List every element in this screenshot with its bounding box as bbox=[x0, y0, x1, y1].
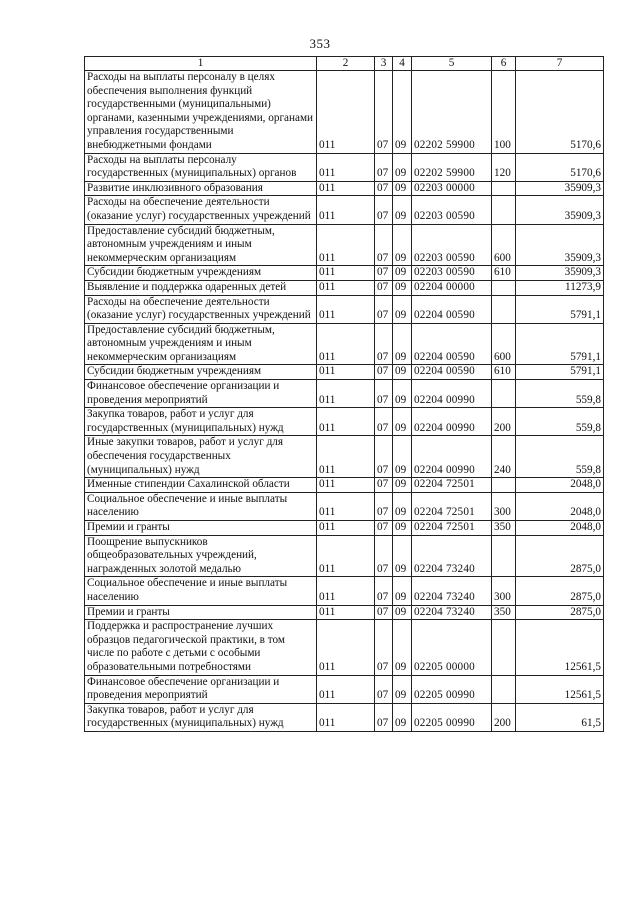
row-section-code: 07 bbox=[375, 620, 393, 675]
row-subsection-code: 09 bbox=[393, 71, 412, 154]
column-header: 1 bbox=[85, 57, 317, 71]
row-name: Закупка товаров, работ и услуг для государственных (муниципальных) нужд bbox=[85, 408, 317, 436]
row-ministry-code: 011 bbox=[317, 153, 375, 181]
row-section-code: 07 bbox=[375, 478, 393, 493]
column-header: 5 bbox=[412, 57, 492, 71]
row-amount: 2048,0 bbox=[516, 521, 604, 536]
row-ministry-code: 011 bbox=[317, 71, 375, 154]
row-amount: 2875,0 bbox=[516, 577, 604, 605]
row-amount: 12561,5 bbox=[516, 620, 604, 675]
column-header: 6 bbox=[492, 57, 516, 71]
row-name: Социальное обеспечение и иные выплаты населению bbox=[85, 577, 317, 605]
row-subsection-code: 09 bbox=[393, 295, 412, 323]
row-name: Поощрение выпускников общеобразовательных учреждений, награжденных золотой медалью bbox=[85, 535, 317, 577]
row-target-code: 02205 00990 bbox=[412, 703, 492, 731]
page-number: 353 bbox=[309, 36, 331, 51]
row-target-code: 02204 00590 bbox=[412, 365, 492, 380]
table-row bbox=[85, 266, 604, 281]
row-amount: 35909,3 bbox=[516, 181, 604, 196]
table-row bbox=[85, 492, 604, 520]
row-target-code: 02204 72501 bbox=[412, 478, 492, 493]
row-expense-type: 350 bbox=[492, 605, 516, 620]
row-name: Социальное обеспечение и иные выплаты населению bbox=[85, 492, 317, 520]
row-amount: 35909,3 bbox=[516, 266, 604, 281]
table-row bbox=[85, 280, 604, 295]
row-subsection-code: 09 bbox=[393, 620, 412, 675]
table-row bbox=[85, 295, 604, 323]
row-subsection-code: 09 bbox=[393, 266, 412, 281]
row-name: Предоставление субсидий бюджетным, автономным учреждениям и иным некоммерческим организациям bbox=[85, 323, 317, 365]
row-target-code: 02204 00590 bbox=[412, 323, 492, 365]
row-expense-type: 300 bbox=[492, 492, 516, 520]
row-target-code: 02205 00000 bbox=[412, 620, 492, 675]
row-name: Финансовое обеспечение организации и проведения мероприятий bbox=[85, 675, 317, 703]
row-amount: 11273,9 bbox=[516, 280, 604, 295]
row-name: Развитие инклюзивного образования bbox=[85, 181, 317, 196]
row-subsection-code: 09 bbox=[393, 196, 412, 224]
row-section-code: 07 bbox=[375, 577, 393, 605]
row-subsection-code: 09 bbox=[393, 153, 412, 181]
row-section-code: 07 bbox=[375, 295, 393, 323]
row-target-code: 02203 00590 bbox=[412, 266, 492, 281]
row-section-code: 07 bbox=[375, 521, 393, 536]
row-amount: 5791,1 bbox=[516, 323, 604, 365]
row-target-code: 02203 00590 bbox=[412, 196, 492, 224]
table-row bbox=[85, 323, 604, 365]
table-row bbox=[85, 620, 604, 675]
row-target-code: 02204 72501 bbox=[412, 492, 492, 520]
table-row bbox=[85, 365, 604, 380]
table-row bbox=[85, 436, 604, 478]
row-expense-type: 200 bbox=[492, 703, 516, 731]
row-amount: 2048,0 bbox=[516, 492, 604, 520]
row-section-code: 07 bbox=[375, 605, 393, 620]
row-ministry-code: 011 bbox=[317, 365, 375, 380]
row-name: Закупка товаров, работ и услуг для государственных (муниципальных) нужд bbox=[85, 703, 317, 731]
row-subsection-code: 09 bbox=[393, 577, 412, 605]
row-ministry-code: 011 bbox=[317, 535, 375, 577]
row-subsection-code: 09 bbox=[393, 280, 412, 295]
row-target-code: 02202 59900 bbox=[412, 153, 492, 181]
row-section-code: 07 bbox=[375, 408, 393, 436]
row-section-code: 07 bbox=[375, 436, 393, 478]
row-section-code: 07 bbox=[375, 71, 393, 154]
row-expense-type bbox=[492, 196, 516, 224]
row-amount: 2875,0 bbox=[516, 535, 604, 577]
row-target-code: 02204 73240 bbox=[412, 577, 492, 605]
row-section-code: 07 bbox=[375, 365, 393, 380]
row-expense-type bbox=[492, 295, 516, 323]
table-row bbox=[85, 408, 604, 436]
row-expense-type: 600 bbox=[492, 323, 516, 365]
row-target-code: 02204 00000 bbox=[412, 280, 492, 295]
row-ministry-code: 011 bbox=[317, 266, 375, 281]
table-row bbox=[85, 196, 604, 224]
row-subsection-code: 09 bbox=[393, 436, 412, 478]
row-subsection-code: 09 bbox=[393, 675, 412, 703]
row-target-code: 02203 00590 bbox=[412, 224, 492, 266]
table-row bbox=[85, 605, 604, 620]
row-amount: 5170,6 bbox=[516, 71, 604, 154]
row-name: Субсидии бюджетным учреждениям bbox=[85, 266, 317, 281]
row-name: Поддержка и распространение лучших образцов педагогической практики, в том числе по работе с детьми с особыми образовательными потребностями bbox=[85, 620, 317, 675]
row-amount: 35909,3 bbox=[516, 196, 604, 224]
row-section-code: 07 bbox=[375, 266, 393, 281]
row-subsection-code: 09 bbox=[393, 323, 412, 365]
row-expense-type: 200 bbox=[492, 408, 516, 436]
row-name: Расходы на выплаты персоналу государственных (муниципальных) органов bbox=[85, 153, 317, 181]
row-name: Предоставление субсидий бюджетным, автономным учреждениям и иным некоммерческим организациям bbox=[85, 224, 317, 266]
row-ministry-code: 011 bbox=[317, 295, 375, 323]
row-section-code: 07 bbox=[375, 492, 393, 520]
row-target-code: 02205 00990 bbox=[412, 675, 492, 703]
row-section-code: 07 bbox=[375, 535, 393, 577]
row-target-code: 02204 73240 bbox=[412, 605, 492, 620]
row-target-code: 02204 00990 bbox=[412, 380, 492, 408]
column-header: 3 bbox=[375, 57, 393, 71]
table-row bbox=[85, 153, 604, 181]
row-subsection-code: 09 bbox=[393, 703, 412, 731]
table-row bbox=[85, 535, 604, 577]
row-section-code: 07 bbox=[375, 380, 393, 408]
row-ministry-code: 011 bbox=[317, 605, 375, 620]
row-expense-type bbox=[492, 675, 516, 703]
row-expense-type bbox=[492, 478, 516, 493]
row-section-code: 07 bbox=[375, 196, 393, 224]
row-expense-type bbox=[492, 181, 516, 196]
row-name: Расходы на выплаты персоналу в целях обеспечения выполнения функций государственными (муниципальными) органами, казенными учреждениями, органами управления государственными внебюджетными фондами bbox=[85, 71, 317, 154]
column-header: 7 bbox=[516, 57, 604, 71]
row-amount: 559,8 bbox=[516, 436, 604, 478]
row-expense-type: 610 bbox=[492, 266, 516, 281]
row-target-code: 02204 72501 bbox=[412, 521, 492, 536]
row-subsection-code: 09 bbox=[393, 535, 412, 577]
table-row bbox=[85, 71, 604, 154]
row-name: Иные закупки товаров, работ и услуг для обеспечения государственных (муниципальных) нужд bbox=[85, 436, 317, 478]
row-expense-type: 120 bbox=[492, 153, 516, 181]
table-row bbox=[85, 478, 604, 493]
row-ministry-code: 011 bbox=[317, 703, 375, 731]
row-name: Расходы на обеспечение деятельности (оказание услуг) государственных учреждений bbox=[85, 295, 317, 323]
row-amount: 61,5 bbox=[516, 703, 604, 731]
table-row bbox=[85, 181, 604, 196]
row-ministry-code: 011 bbox=[317, 620, 375, 675]
row-expense-type: 350 bbox=[492, 521, 516, 536]
row-expense-type bbox=[492, 535, 516, 577]
column-header: 4 bbox=[393, 57, 412, 71]
table-row bbox=[85, 380, 604, 408]
row-section-code: 07 bbox=[375, 280, 393, 295]
row-ministry-code: 011 bbox=[317, 478, 375, 493]
row-name: Премии и гранты bbox=[85, 605, 317, 620]
row-subsection-code: 09 bbox=[393, 605, 412, 620]
row-ministry-code: 011 bbox=[317, 224, 375, 266]
row-ministry-code: 011 bbox=[317, 323, 375, 365]
row-target-code: 02202 59900 bbox=[412, 71, 492, 154]
row-section-code: 07 bbox=[375, 703, 393, 731]
row-amount: 35909,3 bbox=[516, 224, 604, 266]
row-subsection-code: 09 bbox=[393, 181, 412, 196]
row-subsection-code: 09 bbox=[393, 365, 412, 380]
table-row bbox=[85, 577, 604, 605]
row-section-code: 07 bbox=[375, 675, 393, 703]
row-target-code: 02204 00590 bbox=[412, 295, 492, 323]
row-subsection-code: 09 bbox=[393, 380, 412, 408]
column-header: 2 bbox=[317, 57, 375, 71]
row-ministry-code: 011 bbox=[317, 408, 375, 436]
budget-table bbox=[84, 56, 604, 732]
row-target-code: 02204 73240 bbox=[412, 535, 492, 577]
table-row bbox=[85, 521, 604, 536]
row-ministry-code: 011 bbox=[317, 196, 375, 224]
row-ministry-code: 011 bbox=[317, 280, 375, 295]
row-target-code: 02204 00990 bbox=[412, 436, 492, 478]
row-subsection-code: 09 bbox=[393, 224, 412, 266]
row-amount: 559,8 bbox=[516, 380, 604, 408]
row-name: Именные стипендии Сахалинской области bbox=[85, 478, 317, 493]
row-expense-type: 600 bbox=[492, 224, 516, 266]
row-section-code: 07 bbox=[375, 181, 393, 196]
row-expense-type: 300 bbox=[492, 577, 516, 605]
row-amount: 5791,1 bbox=[516, 365, 604, 380]
row-section-code: 07 bbox=[375, 224, 393, 266]
row-expense-type bbox=[492, 280, 516, 295]
row-amount: 2048,0 bbox=[516, 478, 604, 493]
row-name: Премии и гранты bbox=[85, 521, 317, 536]
row-section-code: 07 bbox=[375, 153, 393, 181]
row-ministry-code: 011 bbox=[317, 675, 375, 703]
row-amount: 559,8 bbox=[516, 408, 604, 436]
row-expense-type bbox=[492, 380, 516, 408]
table-row bbox=[85, 224, 604, 266]
row-target-code: 02204 00990 bbox=[412, 408, 492, 436]
row-expense-type: 610 bbox=[492, 365, 516, 380]
row-name: Расходы на обеспечение деятельности (оказание услуг) государственных учреждений bbox=[85, 196, 317, 224]
row-ministry-code: 011 bbox=[317, 577, 375, 605]
header-row bbox=[85, 57, 604, 71]
row-ministry-code: 011 bbox=[317, 181, 375, 196]
row-ministry-code: 011 bbox=[317, 380, 375, 408]
table-row bbox=[85, 703, 604, 731]
row-amount: 5170,6 bbox=[516, 153, 604, 181]
row-ministry-code: 011 bbox=[317, 492, 375, 520]
row-name: Выявление и поддержка одаренных детей bbox=[85, 280, 317, 295]
row-subsection-code: 09 bbox=[393, 492, 412, 520]
row-amount: 12561,5 bbox=[516, 675, 604, 703]
row-ministry-code: 011 bbox=[317, 521, 375, 536]
row-subsection-code: 09 bbox=[393, 408, 412, 436]
row-amount: 5791,1 bbox=[516, 295, 604, 323]
row-expense-type: 100 bbox=[492, 71, 516, 154]
row-ministry-code: 011 bbox=[317, 436, 375, 478]
row-subsection-code: 09 bbox=[393, 521, 412, 536]
row-section-code: 07 bbox=[375, 323, 393, 365]
row-name: Финансовое обеспечение организации и проведения мероприятий bbox=[85, 380, 317, 408]
row-subsection-code: 09 bbox=[393, 478, 412, 493]
row-expense-type bbox=[492, 620, 516, 675]
row-target-code: 02203 00000 bbox=[412, 181, 492, 196]
row-expense-type: 240 bbox=[492, 436, 516, 478]
table-row bbox=[85, 675, 604, 703]
row-amount: 2875,0 bbox=[516, 605, 604, 620]
row-name: Субсидии бюджетным учреждениям bbox=[85, 365, 317, 380]
